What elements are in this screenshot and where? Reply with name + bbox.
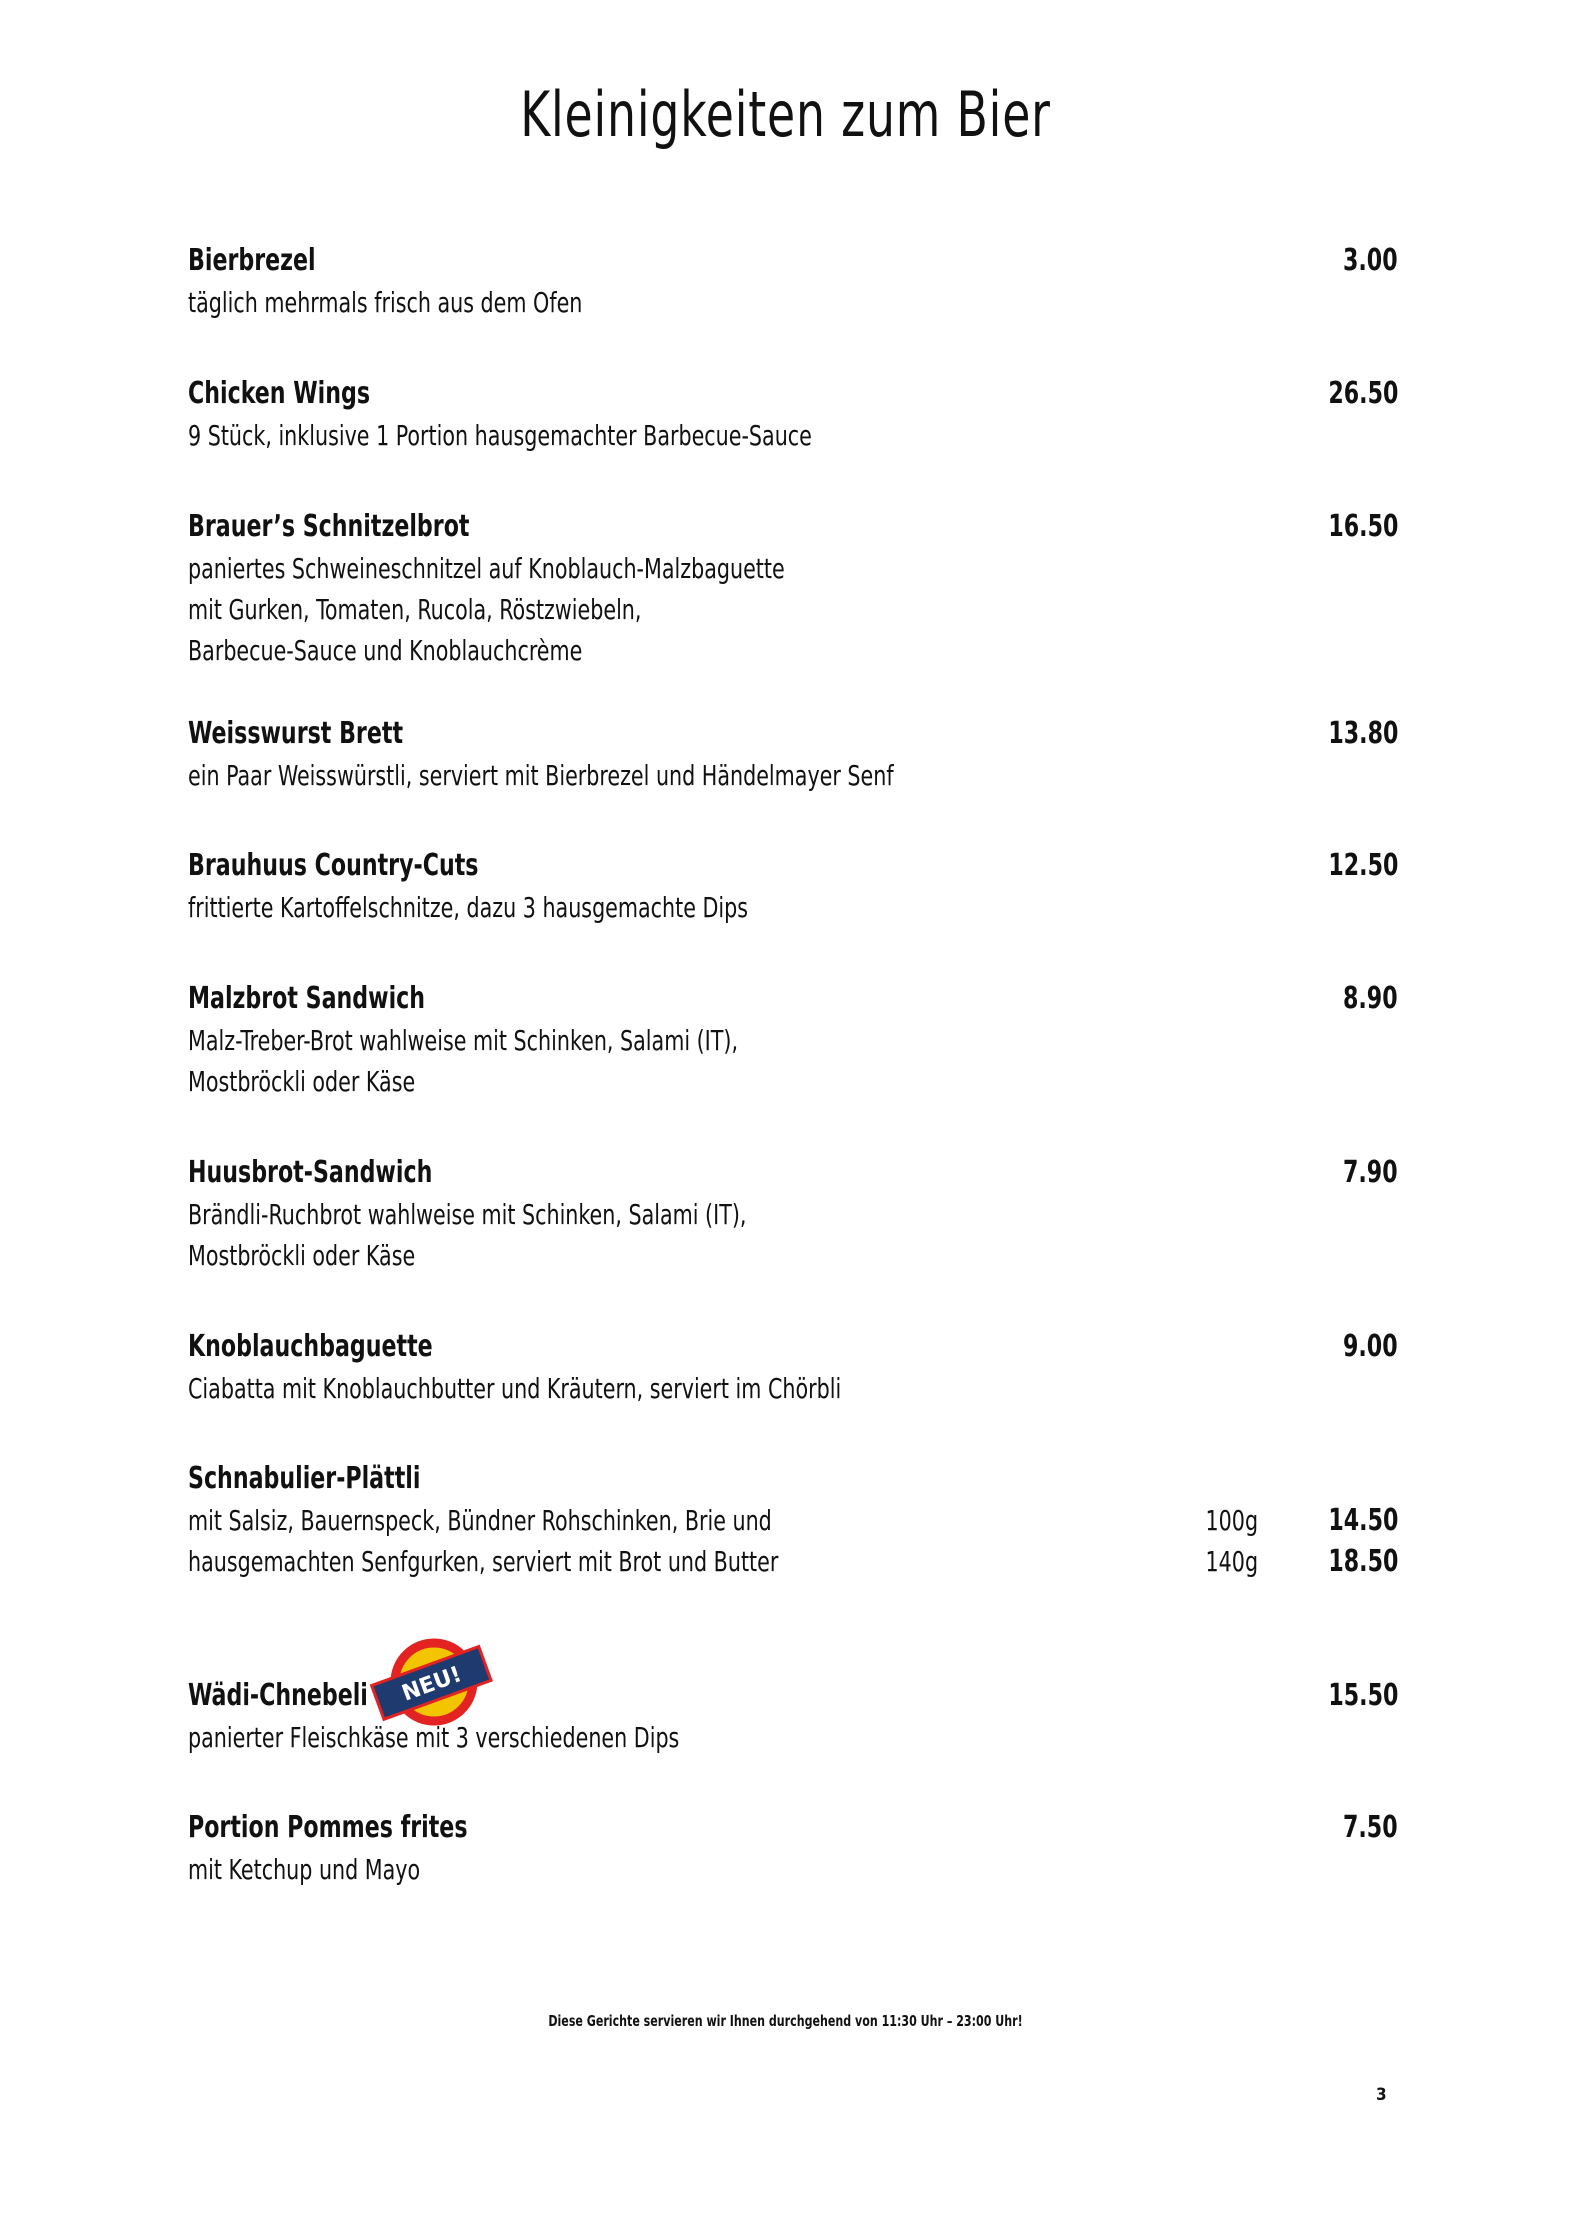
- menu-item-malzbrot-sandwich: [188, 978, 1398, 1102]
- menu-item-waedi-chnebeli: [188, 1662, 1398, 1758]
- item-price: 12.50: [1327, 848, 1398, 883]
- menu-item-schnabulier-plaettli: [188, 1458, 1398, 1582]
- item-description: hausgemachten Senfgurken, serviert mit Brot und Butter: [188, 1545, 779, 1578]
- item-name: Weisswurst Brett: [188, 716, 404, 751]
- menu-item-chicken-wings: [188, 373, 1398, 456]
- item-name: Huusbrot-Sandwich: [188, 1155, 433, 1190]
- item-description: mit Ketchup und Mayo: [188, 1853, 421, 1886]
- menu-item-knoblauchbaguette: [188, 1326, 1398, 1409]
- item-name: Bierbrezel: [188, 243, 316, 278]
- item-description: panierter Fleischkäse mit 3 verschiedenen Dips: [188, 1721, 680, 1754]
- size-price: 18.50: [1327, 1544, 1398, 1579]
- item-price: 16.50: [1327, 509, 1398, 544]
- size-label: 100g: [1205, 1504, 1258, 1537]
- item-description: frittierte Kartoffelschnitze, dazu 3 hausgemachte Dips: [188, 891, 749, 924]
- menu-item-weisswurst-brett: [188, 713, 1398, 796]
- item-price: 9.00: [1343, 1329, 1398, 1364]
- item-description: 9 Stück, inklusive 1 Portion hausgemachter Barbecue-Sauce: [188, 419, 812, 452]
- menu-item-pommes-frites: [188, 1807, 1398, 1890]
- item-description: mit Salsiz, Bauernspeck, Bündner Rohschinken, Brie und: [188, 1504, 772, 1537]
- item-name: Knoblauchbaguette: [188, 1329, 433, 1364]
- item-description: Malz-Treber-Brot wahlweise mit Schinken, Salami (IT),: [188, 1024, 739, 1057]
- item-name: Wädi-Chnebeli: [188, 1678, 368, 1713]
- item-description: ein Paar Weisswürstli, serviert mit Bierbrezel und Händelmayer Senf: [188, 759, 894, 792]
- item-description: Brändli-Ruchbrot wahlweise mit Schinken, Salami (IT),: [188, 1198, 747, 1231]
- item-price: 7.90: [1343, 1155, 1398, 1190]
- item-name: Portion Pommes frites: [188, 1810, 468, 1845]
- item-description: Barbecue-Sauce und Knoblauchcrème: [188, 634, 583, 667]
- menu-item-schnitzelbrot: [188, 506, 1398, 671]
- item-name: Brauer’s Schnitzelbrot: [188, 509, 470, 544]
- item-price: 26.50: [1327, 376, 1398, 411]
- menu-item-huusbrot-sandwich: [188, 1152, 1398, 1276]
- item-price: 7.50: [1343, 1810, 1398, 1845]
- size-price: 14.50: [1327, 1503, 1398, 1538]
- item-description: mit Gurken, Tomaten, Rucola, Röstzwiebeln,: [188, 593, 642, 626]
- new-badge-label: NEU!: [398, 1662, 465, 1707]
- menu-item-bierbrezel: [188, 240, 1398, 323]
- item-price: 13.80: [1327, 716, 1398, 751]
- item-name: Chicken Wings: [188, 376, 371, 411]
- item-description: Ciabatta mit Knoblauchbutter und Kräutern, serviert im Chörbli: [188, 1372, 842, 1405]
- size-label: 140g: [1205, 1545, 1258, 1578]
- item-price: 15.50: [1327, 1678, 1398, 1713]
- service-hours-note: Diese Gerichte servieren wir Ihnen durchgehend von 11:30 Uhr – 23:00 Uhr!: [548, 2012, 1023, 2030]
- item-description: täglich mehrmals frisch aus dem Ofen: [188, 286, 583, 319]
- page-title: Kleinigkeiten zum Bier: [520, 78, 1051, 151]
- item-description: Mostbröckli oder Käse: [188, 1239, 416, 1272]
- size-option: [188, 1541, 1398, 1582]
- item-name: Schnabulier-Plättli: [188, 1461, 421, 1496]
- new-badge-icon: [366, 1637, 496, 1727]
- menu-item-country-cuts: [188, 845, 1398, 928]
- item-name: Brauhuus Country-Cuts: [188, 848, 479, 883]
- item-price: 8.90: [1343, 981, 1398, 1016]
- item-price: 3.00: [1343, 243, 1398, 278]
- size-option: [188, 1500, 1398, 1541]
- page-number: 3: [1376, 2085, 1387, 2105]
- item-description: Mostbröckli oder Käse: [188, 1065, 416, 1098]
- item-description: paniertes Schweineschnitzel auf Knoblauch-Malzbaguette: [188, 552, 785, 585]
- item-name: Malzbrot Sandwich: [188, 981, 426, 1016]
